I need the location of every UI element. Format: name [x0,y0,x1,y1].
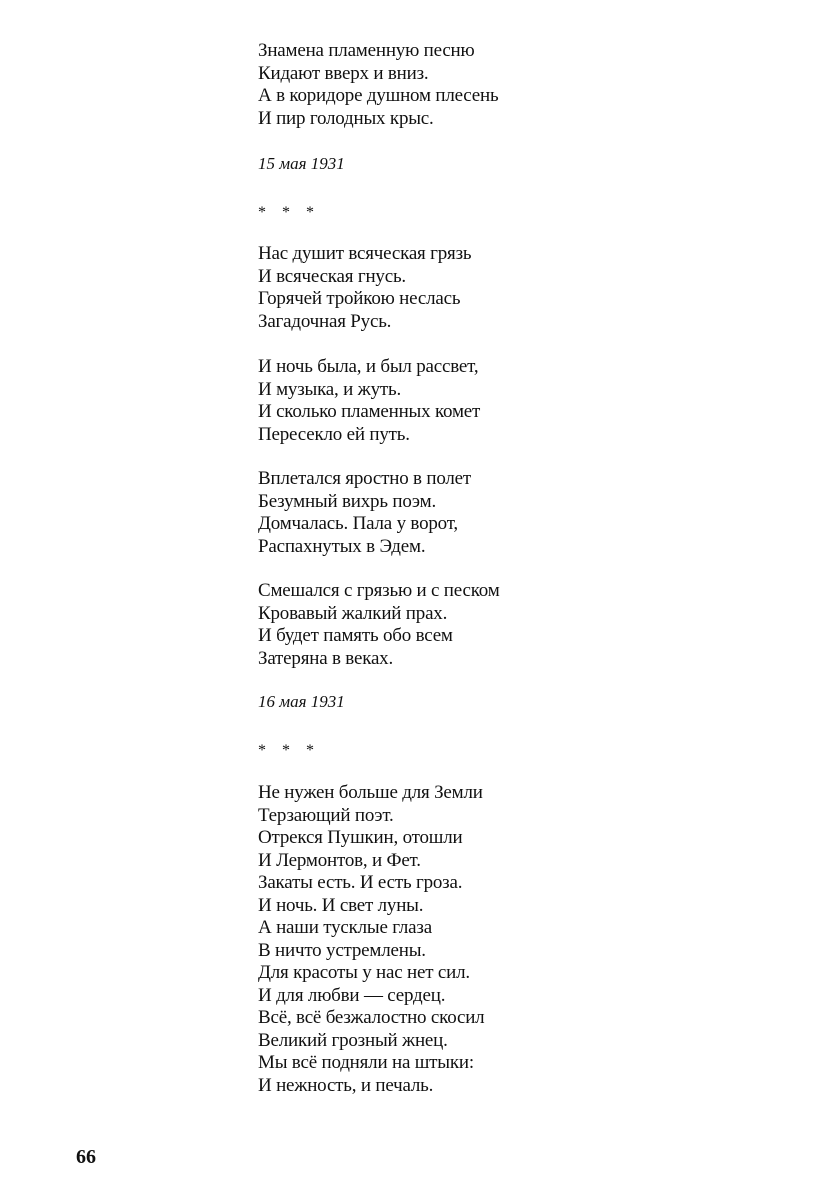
stanza [258,580,500,670]
poem-date: 15 мая 1931 [258,154,345,173]
verse-line: Всё, всё безжалостно скосил [258,1007,485,1028]
stanza [258,243,471,333]
verse-line: Пересекло ей путь. [258,423,410,445]
stanza [258,356,480,446]
verse-line: Терзающий поэт. [258,804,394,826]
verse-line: В ничто устремлены. [258,939,426,961]
verse-line: Вплетался яростно в полет [258,468,472,489]
page-number: 66 [76,1146,96,1168]
verse-line: Затеряна в веках. [258,647,394,669]
verse-line: Безумный вихрь поэм. [258,490,437,512]
poem-separator: * * * [258,204,320,221]
verse-line: Горячей тройкою неслась [258,288,461,309]
verse-line: И ночь была, и был рассвет, [258,356,479,377]
verse-line: Великий грозный жнец. [258,1029,448,1051]
verse-line: И ночь. И свет луны. [258,894,424,916]
verse-line: Отрекся Пушкин, отошли [258,827,463,848]
verse-line: Домчалась. Пала у ворот, [258,513,458,534]
verse-line: Не нужен больше для Земли [258,782,483,803]
verse-line: И Лермонтов, и Фет. [258,849,421,871]
verse-line: И нежность, и печаль. [258,1074,434,1096]
verse-line: И сколько пламенных комет [258,401,481,422]
verse-line: Распахнутых в Эдем. [258,535,426,557]
verse-line: Знамена пламенную песню [258,40,475,61]
verse-line: Кровавый жалкий прах. [258,602,448,624]
verse-line: Смешался с грязью и с песком [258,580,500,601]
verse-line: А наши тусклые глаза [258,917,432,938]
verse-line: И для любви — сердец. [258,984,446,1006]
stanza [258,40,498,130]
verse-line: И будет память обо всем [258,625,453,646]
stanza [258,782,484,1097]
stanza [258,468,471,558]
verse-line: И музыка, и жуть. [258,378,402,400]
verse-line: Мы всё подняли на штыки: [258,1052,474,1073]
verse-line: Кидают вверх и вниз. [258,62,429,84]
verse-line: Закаты есть. И есть гроза. [258,872,463,893]
verse-line: Нас душит всяческая грязь [258,243,472,264]
poem-separator: * * * [258,742,320,759]
verse-line: Загадочная Русь. [258,310,392,332]
verse-line: И всяческая гнусь. [258,265,406,287]
verse-line: Для красоты у нас нет сил. [258,962,470,983]
verse-line: И пир голодных крыс. [258,107,434,129]
verse-line: А в коридоре душном плесень [258,85,499,106]
poem-date: 16 мая 1931 [258,692,345,711]
